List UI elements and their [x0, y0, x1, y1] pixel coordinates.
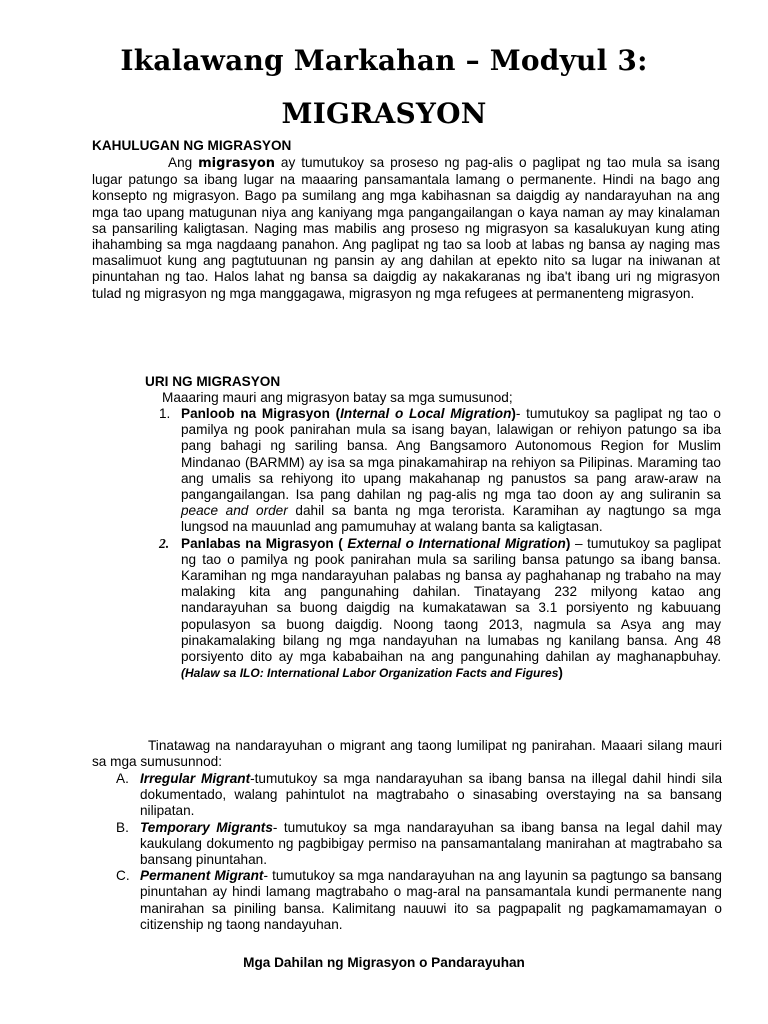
- types-intro: Maaaring mauri ang migrasyon batay sa mga sumusunod;: [162, 390, 513, 405]
- peace-and-order-text: peace and order: [181, 503, 288, 519]
- list-item-temporary-migrants: [116, 819, 722, 869]
- permanent-migrant-body: - tumutukoy sa mga nandarayuhan na ang layunin sa pagtungo sa bansang pinuntahan ay hindi lamang magtrabaho o mag-aral na pansamantala kundi permanente nang manirahan sa piniling bansa. Kalimitang nauuwi ito sa pagpapalit ng pagkamamamayan o citizenship ng taong nandayuhan.: [140, 868, 722, 932]
- list-item-external-migration: [159, 535, 721, 682]
- migration-types-list: [159, 406, 721, 681]
- definition-lead: Ang: [168, 155, 199, 170]
- external-migration-term: Panlabas na Migrasyon: [181, 535, 334, 551]
- list-letter: C.: [116, 868, 130, 884]
- paren-open: (: [329, 406, 341, 421]
- internal-migration-body: - tumutukoy sa paglipat ng tao o pamilya ng pook panirahan mula sa isang bayan, lalawigan or rehiyon patungo sa iba pang bahagi ng sariling bansa. Ang Bangsamoro Autonomous Region for Muslim Mindanao (BARMM) ay isa sa mga pinakamahirap na rehiyon sa Pilipinas. Maraming tao ang umalis sa rehiyong ito upang makahanap ng panustos sa pang araw-araw na pangangailangan. Isa pang dahilan ng pag-alis ng mga tao doon ay ang suliranin sa: [181, 406, 721, 503]
- migrant-types-list: [116, 771, 722, 933]
- list-item-permanent-migrant: [116, 868, 722, 933]
- list-item-internal-migration: [159, 406, 721, 536]
- temporary-migrants-term: Temporary Migrants: [140, 819, 273, 835]
- section-heading-dahilan: Mga Dahilan ng Migrasyon o Pandarayuhan: [243, 955, 525, 970]
- irregular-migrant-term: Irregular Migrant: [140, 771, 251, 786]
- list-item-irregular-migrant: [116, 771, 722, 820]
- citation-paren-close: ): [558, 665, 563, 681]
- definition-paragraph: [92, 155, 720, 302]
- paren-close: ): [511, 406, 516, 421]
- list-letter: A.: [116, 771, 129, 786]
- internal-migration-term: Panloob na Migrasyon: [181, 406, 330, 421]
- list-number: 1.: [159, 406, 171, 421]
- paren-close: ): [565, 535, 571, 551]
- definition-body: ay tumutukoy sa proseso ng pag-alis o paglipat ng tao mula sa isang lugar patungo sa ibang lugar na maaaring pansamantala lamang o permanente. Hindi na bago ang konsepto ng migrasyon. Bago pa sumilang ang mga kabihasnan sa daigdig ay nandarayuhan na ang mga tao upang matugunan niya ang kaniyang mga pangangailangan o kaya naman ay may kinalaman sa pansariling kaligtasan. Naging mas mabilis ang proseso ng migrasyon sa kasalukuyan kung ating ihahambing sa mga nagdaang panahon. Ang paglipat ng tao sa loob at labas ng bansa ay naging mas masalimuot kung ang pagtutuunan ng pansin ay ang dahilan at epekto nito sa lugar na iniwanan at pinuntahan ng tao. Halos lahat ng bansa sa daigdig ay nakakaranas ng iba't ibang uri ng migrasyon tulad ng migrasyon ng mga manggagawa, migrasyon ng mga refugees at permanenteng migrasyon.: [92, 155, 720, 301]
- external-migration-english: External o International Migration: [347, 535, 566, 551]
- list-number: 2.: [159, 535, 170, 551]
- internal-migration-body-end: dahil sa banta ng mga terorista. Karamihan ay nagtungo sa mga lungsod na mauunlad ang pamumuhay at walang banta sa kaligtasan.: [181, 503, 721, 535]
- paren-open: (: [333, 535, 348, 551]
- temporary-migrants-body: - tumutukoy sa mga nandarayuhan sa ibang bansa na legal dahil may kaukulang dokumento ng pagbibigay permiso na pansamantalang manirahan at magtrabaho sa bansang pinuntahan.: [140, 819, 722, 868]
- list-letter: B.: [116, 819, 129, 835]
- module-title: Ikalawang Markahan – Modyul 3:: [120, 44, 648, 77]
- definition-term: migrasyon: [198, 156, 275, 171]
- source-citation: (Halaw sa ILO: International Labor Organization Facts and Figures: [181, 666, 559, 681]
- section-heading-uri: URI NG MIGRASYON: [145, 374, 281, 389]
- irregular-migrant-body: -tumutukoy sa mga nandarayuhan sa ibang bansa na illegal dahil hindi sila dokumentado, walang pahintulot na magtrabaho o sinasabing overstaying na sa bansang nilipatan.: [140, 771, 722, 819]
- internal-migration-english: Internal o Local Migration: [340, 406, 512, 421]
- permanent-migrant-term: Permanent Migrant: [140, 868, 264, 884]
- migrant-intro: Tinatawag na nandarayuhan o migrant ang taong lumilipat ng panirahan. Maaari silang mauri sa mga sumusunnod:: [92, 738, 722, 770]
- section-heading-kahulugan: KAHULUGAN NG MIGRASYON: [92, 138, 292, 153]
- topic-title: MIGRASYON: [281, 97, 487, 130]
- external-migration-body: – tumutukoy sa paglipat ng tao o pamilya ng pook panirahan mula sa sariling bansa patungo sa ibang bansa. Karamihan ng mga nandarayuhan palabas ng bansa ay paghahanap ng trabaho na may malaking kita ang pangunahing dahilan. Tinatayang 232 milyong katao ang nandarayuhan sa buong daigdig na kumakatawan sa 3.1 porsiyento ng kabuuang populasyon sa buong daigdig. Noong taong 2013, nagmula sa Asya ang may pinakamalaking bilang ng mga nandayuhan na lumabas ng kanilang bansa. Ang 48 porsiyento dito ay mga kababaihan na ang pangunahing dahilan ay maghanapbuhay.: [181, 535, 721, 665]
